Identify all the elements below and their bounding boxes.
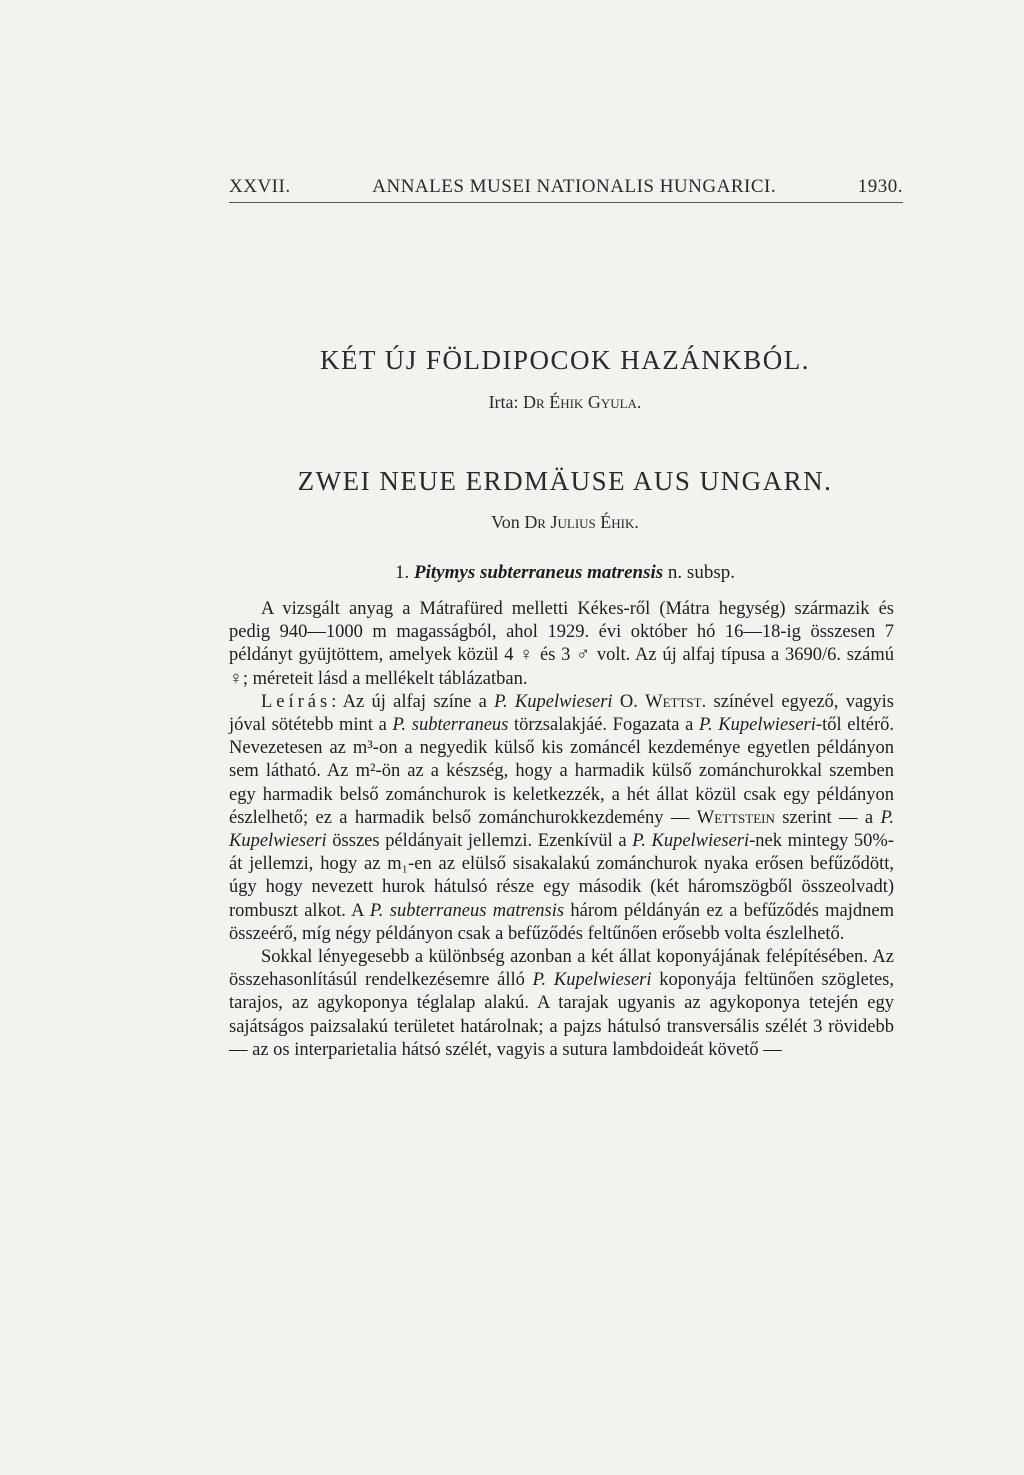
text-run: O.: [612, 691, 646, 712]
text-run: Sokkal lényegesebb a különbség azonban a két állat koponyájának felépítésében. Az összehasonlításúl rendelkezésemre álló: [229, 947, 894, 991]
italic-text: P. subterraneus matrensis: [369, 900, 565, 921]
italic-text: P. Kupelwieseri: [229, 807, 894, 852]
title-german: ZWEI NEUE ERDMÄUSE AUS UNGARN.: [297, 466, 833, 496]
header-rule: [229, 202, 903, 203]
section-suffix: n. subsp.: [663, 562, 735, 583]
paragraph: [229, 691, 894, 946]
byline-hungarian: [0, 392, 1024, 413]
text-run: három példányán ez a befűződés majdnem összeérő, míg négy példányon csak a befűződés feltűnően erősebb volta észlelhető.: [229, 900, 894, 944]
volume-number: XXVII.: [229, 176, 291, 197]
byline-prefix: Irta:: [488, 392, 524, 412]
italic-text: P. Kupelwieseri: [494, 691, 613, 712]
italic-text: P. Kupelwieseri: [532, 970, 652, 991]
author-name: Dr Éhik Gyula.: [523, 392, 642, 412]
species-name: Pitymys subterraneus matrensis: [414, 562, 664, 583]
text-run: -nek mintegy 50%-át jellemzi, hogy az m₁-en az elülső sisakalakú zománchurok nyaka erősen befűződött, úgy hogy nevezett hurok hátulsó része egy második (két háromszögből összeolvadt) rombuszt alkot. A: [229, 831, 895, 921]
section-number: 1.: [395, 562, 410, 583]
spaced-heading: Leírás: [261, 691, 332, 712]
text-run: összes példányait jellemzi. Ezenkívül a: [326, 831, 633, 852]
italic-text: P. subterraneus: [392, 715, 509, 736]
author-name: Dr Julius Éhik.: [524, 512, 639, 532]
paragraph: [229, 598, 894, 691]
text-run: koponyája feltünően szögletes, tarajos, az agykoponya téglalap alakú. A tarajak ugyanis az agykoponya tetején egy sajátságos paizsalakú területet határolnak; a pajzs hátulsó transversális szélét 3 rövidebb — az os interparietalia hátsó szélét, vagyis a sutura lambdoideát követő —: [229, 970, 894, 1060]
text-run: szerint — a: [774, 807, 881, 828]
byline-prefix: Von: [491, 512, 525, 532]
small-caps-name: Wettstein: [696, 807, 775, 828]
text-run: -től eltérő. Nevezetesen az m³-on a negyedik külső kis zománcél kezdeménye egyetlen példányon sem látható. Az m²-ön az a készség, hogy a harmadik külső zománchurokkal szemben egy harmadik belső zománchurok is keletkezzék, a hét állat közül csak egy példányon észlelhető; ez a harmadik belső zománchurokkezdemény —: [229, 715, 895, 828]
body-text: [229, 598, 894, 1062]
journal-name: ANNALES MUSEI NATIONALIS HUNGARICI.: [372, 176, 777, 197]
text-run: A vizsgált anyag a Mátrafüred melletti Kékes-ről (Mátra hegység) származik és pedig 940—1000 m magasságból, ahol 1929. évi október hó 16—18-ig összesen 7 példányt gyüjtöttem, amelyek közül 4 ♀ és 3 ♂ volt. Az új alfaj típusa a 3690/6. számú ♀; méreteit lásd a mellékelt táblázatban.: [229, 599, 894, 689]
section-heading: [0, 562, 1024, 584]
text-run: : Az új alfaj színe a: [331, 691, 495, 712]
title-hungarian: KÉT ÚJ FÖLDIPOCOK HAZÁNKBÓL.: [319, 345, 810, 375]
running-head: [229, 176, 903, 198]
italic-text: P. Kupelwieseri: [699, 715, 816, 736]
text-run: törzsalakjáé. Fogazata a: [508, 715, 700, 736]
byline-german: [0, 512, 1024, 533]
text-run: színével egyező, vagyis jóval sötétebb mint a: [229, 691, 895, 736]
small-caps-name: Wettst.: [645, 691, 707, 712]
year: 1930.: [857, 176, 903, 197]
italic-text: P. Kupelwieseri: [632, 831, 750, 852]
paragraph: [229, 946, 894, 1062]
